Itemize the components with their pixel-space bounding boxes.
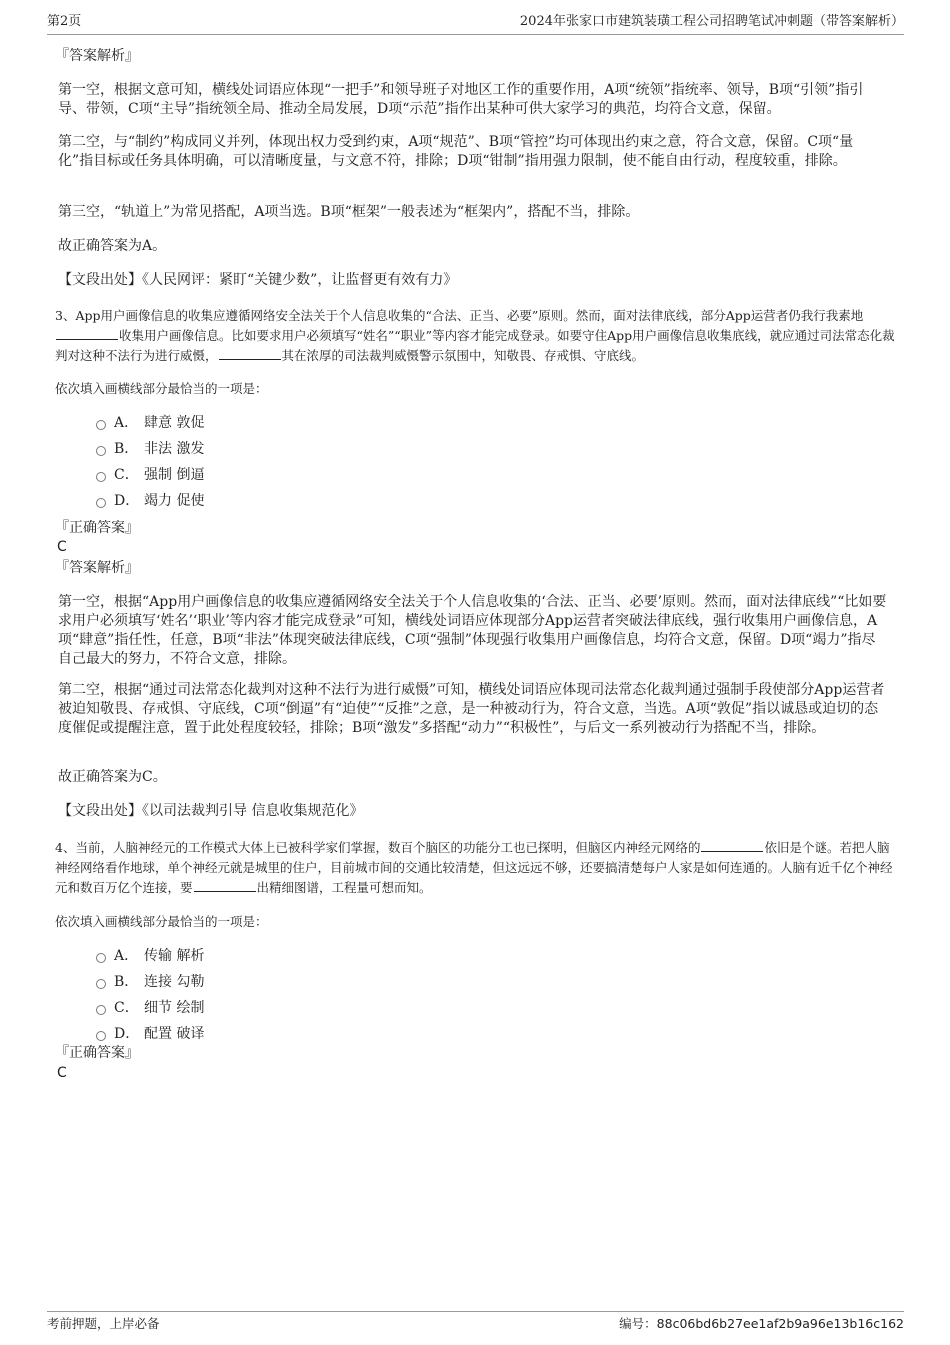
q3-explain-p1: 第一空，根据“App用户画像信息的收集应遵循网络安全法关于个人信息收集的‘合法、正当、必要’原则。然而，面对法律底线”“比如要求用户必须填写‘姓名’‘职业’等内容才能完成登录”可知，横线处词语应体现部分App运营者突破法律底线，强行收集用户画像信息，A项“肆意”指任性，任意，B项“非法”体现突破法律底线，C项“强制”体现强行收集用户画像信息，均符合文意，保留。D项“竭力”指尽自己最大的努力，不符合文意，排除。 [58, 594, 887, 667]
page-footer [47, 1311, 904, 1336]
q3-correct-answer: C [57, 539, 67, 555]
q2-explain-p1: 第一空，根据文意可知，横线处词语应体现“一把手”和领导班子对地区工作的重要作用，A项“统领”指统率、领导，B项“引领”指引导、带领，C项“主导”指统领全局、推动全局发展，D项“示范”指作出某种可供大家学习的典范，均符合文意，保留。 [58, 82, 864, 117]
radio-icon[interactable] [96, 498, 106, 508]
q3-explain-p2: 第二空，根据“通过司法常态化裁判对这种不法行为进行威慑”可知，横线处词语应体现司法常态化裁判通过强制手段使部分App运营者被迫知敬畏、存戒惧、守底线，C项“倒逼”有“迫使”“反推”之意，是一种被动行为，符合文意，当选。A项“敦促”指以诚恳或迫切的态度催促或提醒注意，置于此处程度较轻，排除；B项“激发”多搭配“动力”“积极性”，与后文一系列被动行为搭配不当，排除。 [58, 682, 885, 736]
blank-2 [219, 347, 281, 360]
radio-icon[interactable] [96, 420, 106, 430]
q2-explain-label: 『答案解析』 [55, 48, 139, 64]
q4-option-a[interactable]: A． 传输 解析 [96, 946, 204, 966]
document-code: 编号：88c06bd6b27ee1af2b9a96e13b16c162 [619, 1316, 904, 1331]
page-header [47, 12, 904, 35]
q4-option-d[interactable]: D． 配置 破译 [96, 1024, 204, 1044]
q3-option-a[interactable]: A． 肆意 敦促 [96, 413, 204, 433]
q4-prompt: 依次填入画横线部分最恰当的一项是： [55, 914, 268, 929]
q4-correct-label: 『正确答案』 [55, 1045, 139, 1061]
q4-stem: 4、当前，人脑神经元的工作模式大体上已被科学家们掌握，数百个脑区的功能分工也已探明，但脑区内神经元网络的 依旧是个谜。若把人脑神经网络看作地球，单个神经元就是城里的住户，目前城市间的交通比较清楚，但这远远不够，还要搞清楚每户人家是如何连通的。人脑有近千亿个神经元和数百万亿个连接，要 出精细图谱，工程量可想而知。 [55, 840, 893, 895]
q3-explain-label: 『答案解析』 [55, 560, 139, 576]
q2-answer-summary: 故正确答案为A。 [58, 238, 167, 254]
blank-1 [56, 327, 118, 340]
page-number: 第2页 [47, 14, 82, 29]
q3-source: 【文段出处】《以司法裁判引导 信息收集规范化》 [58, 803, 364, 819]
q2-explain-p3: 第三空，“轨道上”为常见搭配，A项当选。B项“框架”一般表述为“框架内”，搭配不当，排除。 [58, 204, 640, 220]
blank-2 [194, 879, 256, 892]
q3-option-d[interactable]: D． 竭力 促使 [96, 491, 204, 511]
q3-stem: 3、App用户画像信息的收集应遵循网络安全法关于个人信息收集的“合法、正当、必要”原则。然而，面对法律底线，部分App运营者仍我行我素地收集用户画像信息。比如要求用户必须填写“姓名”“职业”等内容才能完成登录。如要守住App用户画像信息收集底线，就应通过司法常态化裁判对这种不法行为进行威慑， 其在浓厚的司法裁判威慑警示氛围中，知敬畏、存戒惧、守底线。 [55, 308, 895, 363]
q4-option-b[interactable]: B． 连接 勾勒 [96, 972, 204, 992]
q3-option-b[interactable]: B． 非法 激发 [96, 439, 204, 459]
q2-source: 【文段出处】《人民网评：紧盯“关键少数”，让监督更有效有力》 [58, 272, 458, 288]
radio-icon[interactable] [96, 953, 106, 963]
radio-icon[interactable] [96, 1031, 106, 1041]
q3-prompt: 依次填入画横线部分最恰当的一项是： [55, 381, 268, 396]
radio-icon[interactable] [96, 979, 106, 989]
q3-correct-label: 『正确答案』 [55, 520, 139, 536]
blank-1 [701, 839, 763, 852]
radio-icon[interactable] [96, 1005, 106, 1015]
q4-option-c[interactable]: C． 细节 绘制 [96, 998, 204, 1018]
radio-icon[interactable] [96, 472, 106, 482]
radio-icon[interactable] [96, 446, 106, 456]
q3-answer-summary: 故正确答案为C。 [58, 769, 167, 785]
q3-option-c[interactable]: C． 强制 倒逼 [96, 465, 204, 485]
footer-slogan: 考前押题，上岸必备 [47, 1316, 160, 1331]
q4-correct-answer: C [57, 1065, 67, 1081]
document-title: 2024年张家口市建筑装璜工程公司招聘笔试冲刺题（带答案解析） [519, 14, 904, 29]
q2-explain-p2: 第二空，与“制约”构成同义并列，体现出权力受到约束，A项“规范”、B项“管控”均可体现出约束之意，符合文意，保留。C项“量化”指目标或任务具体明确，可以清晰度量，与文意不符，排除；D项“钳制”指用强力限制，使不能自由行动，程度较重，排除。 [58, 134, 854, 169]
